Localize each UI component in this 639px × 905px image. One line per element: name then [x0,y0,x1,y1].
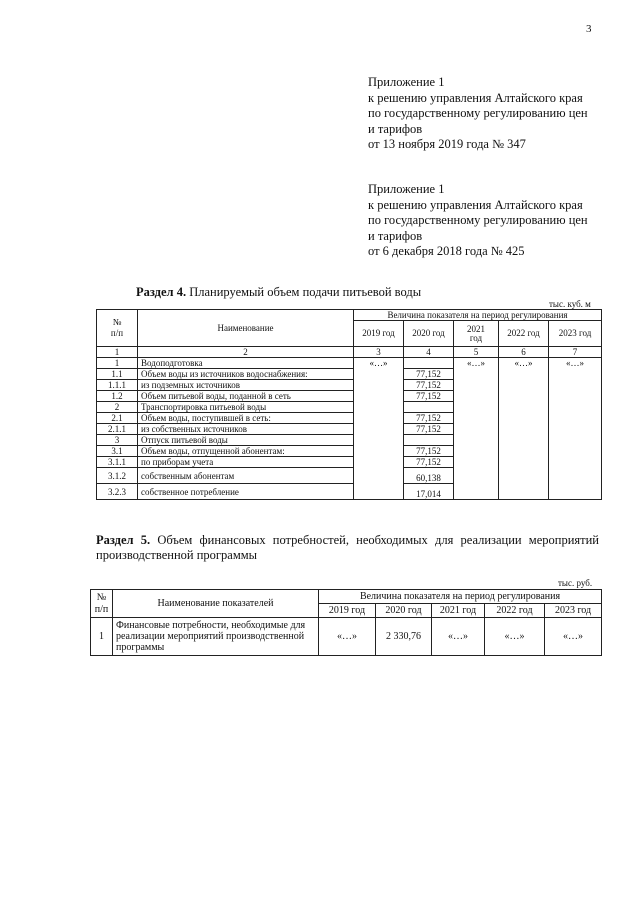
section-4-title [136,285,421,300]
header-name: Наименование показателей [113,590,319,618]
value-2020: 17,014 [404,484,454,500]
row-name: Отпуск питьевой воды [138,435,354,446]
page-number: 3 [586,23,592,35]
value-2019: «…» [319,618,376,656]
appendix-line: и тарифов [368,228,423,243]
value-2020: 77,152 [404,413,454,424]
appendix-line: к решению управления Алтайского края [368,197,583,212]
row-no: 3.2.3 [97,484,138,500]
value-2020 [404,358,454,369]
header-no: № п/п [97,310,138,347]
value-2020 [404,435,454,446]
col-number: 2 [138,347,354,358]
row-name: Объем воды из источников водоснабжения: [138,369,354,380]
appendix-previous [368,182,588,260]
value-2021: «…» [454,358,499,500]
section-5-units: тыс. руб. [558,578,593,588]
row-no: 1.1 [97,369,138,380]
value-2021: «…» [432,618,485,656]
header-year: 2019 год [354,321,404,347]
header-year: 2020 год [376,604,432,618]
row-name: Объем воды, отпущенной абонентам: [138,446,354,457]
row-no: 2.1 [97,413,138,424]
header-period: Величина показателя на период регулирования [354,310,602,321]
row-name: Водоподготовка [138,358,354,369]
section-4-text: Планируемый объем подачи питьевой воды [186,285,422,299]
header-name: Наименование [138,310,354,347]
value-2023: «…» [549,358,602,500]
header-year: 2021 год [432,604,485,618]
header-year: 2019 год [319,604,376,618]
col-number: 3 [354,347,404,358]
row-no: 1 [97,358,138,369]
row-no: 1 [91,618,113,656]
appendix-current [368,75,588,153]
table-row [91,618,602,656]
section-5-label: Раздел 5. [96,533,151,547]
row-no: 1.1.1 [97,380,138,391]
appendix-line: Приложение 1 [368,75,445,89]
appendix-line: по государственному регулированию цен [368,213,588,228]
col-number: 4 [404,347,454,358]
section-4-units: тыс. куб. м [549,299,591,309]
header-year: 2022 год [499,321,549,347]
value-2020 [404,402,454,413]
col-number: 6 [499,347,549,358]
col-number: 5 [454,347,499,358]
row-no: 3 [97,435,138,446]
value-2020: 77,152 [404,391,454,402]
value-2020: 77,152 [404,457,454,468]
value-2019: «…» [354,358,404,500]
value-2020: 60,138 [404,468,454,484]
water-volume-table [96,309,602,500]
value-2022: «…» [485,618,545,656]
header-year: 2022 год [485,604,545,618]
appendix-line: и тарифов [368,121,423,136]
header-year: 2023 год [545,604,602,618]
header-year: 2021 год [454,321,499,347]
row-name: собственное потребление [138,484,354,500]
value-2020: 77,152 [404,380,454,391]
appendix-line: от 13 ноября 2019 года № 347 [368,137,526,152]
section-5-title [96,533,599,563]
header-no: № п/п [91,590,113,618]
table-row [97,358,602,369]
section-4-label: Раздел 4. [136,285,187,299]
row-name: Финансовые потребности, необходимые для реализации мероприятий производственной программы [113,618,319,656]
appendix-line: от 6 декабря 2018 года № 425 [368,244,525,259]
row-name: собственным абонентам [138,468,354,484]
header-period: Величина показателя на период регулирования [319,590,602,604]
col-number: 7 [549,347,602,358]
row-no: 1.2 [97,391,138,402]
row-no: 3.1 [97,446,138,457]
row-name: по приборам учета [138,457,354,468]
row-name: из собственных источников [138,424,354,435]
financial-needs-table [90,589,602,656]
col-number: 1 [97,347,138,358]
value-2020: 77,152 [404,424,454,435]
row-no: 2.1.1 [97,424,138,435]
row-no: 3.1.2 [97,468,138,484]
value-2020: 77,152 [404,446,454,457]
row-name: Транспортировка питьевой воды [138,402,354,413]
value-2020: 77,152 [404,369,454,380]
appendix-line: по государственному регулированию цен [368,106,588,121]
value-2023: «…» [545,618,602,656]
row-name: Объем питьевой воды, поданной в сеть [138,391,354,402]
row-no: 3.1.1 [97,457,138,468]
row-name: из подземных источников [138,380,354,391]
row-no: 2 [97,402,138,413]
row-name: Объем воды, поступившей в сеть: [138,413,354,424]
appendix-line: к решению управления Алтайского края [368,90,583,105]
value-2020: 2 330,76 [376,618,432,656]
header-year: 2023 год [549,321,602,347]
appendix-line: Приложение 1 [368,182,445,196]
header-year: 2020 год [404,321,454,347]
value-2022: «…» [499,358,549,500]
section-5-text: Объем финансовых потребностей, необходимых для реализации мероприятий производственной программы [96,533,599,562]
